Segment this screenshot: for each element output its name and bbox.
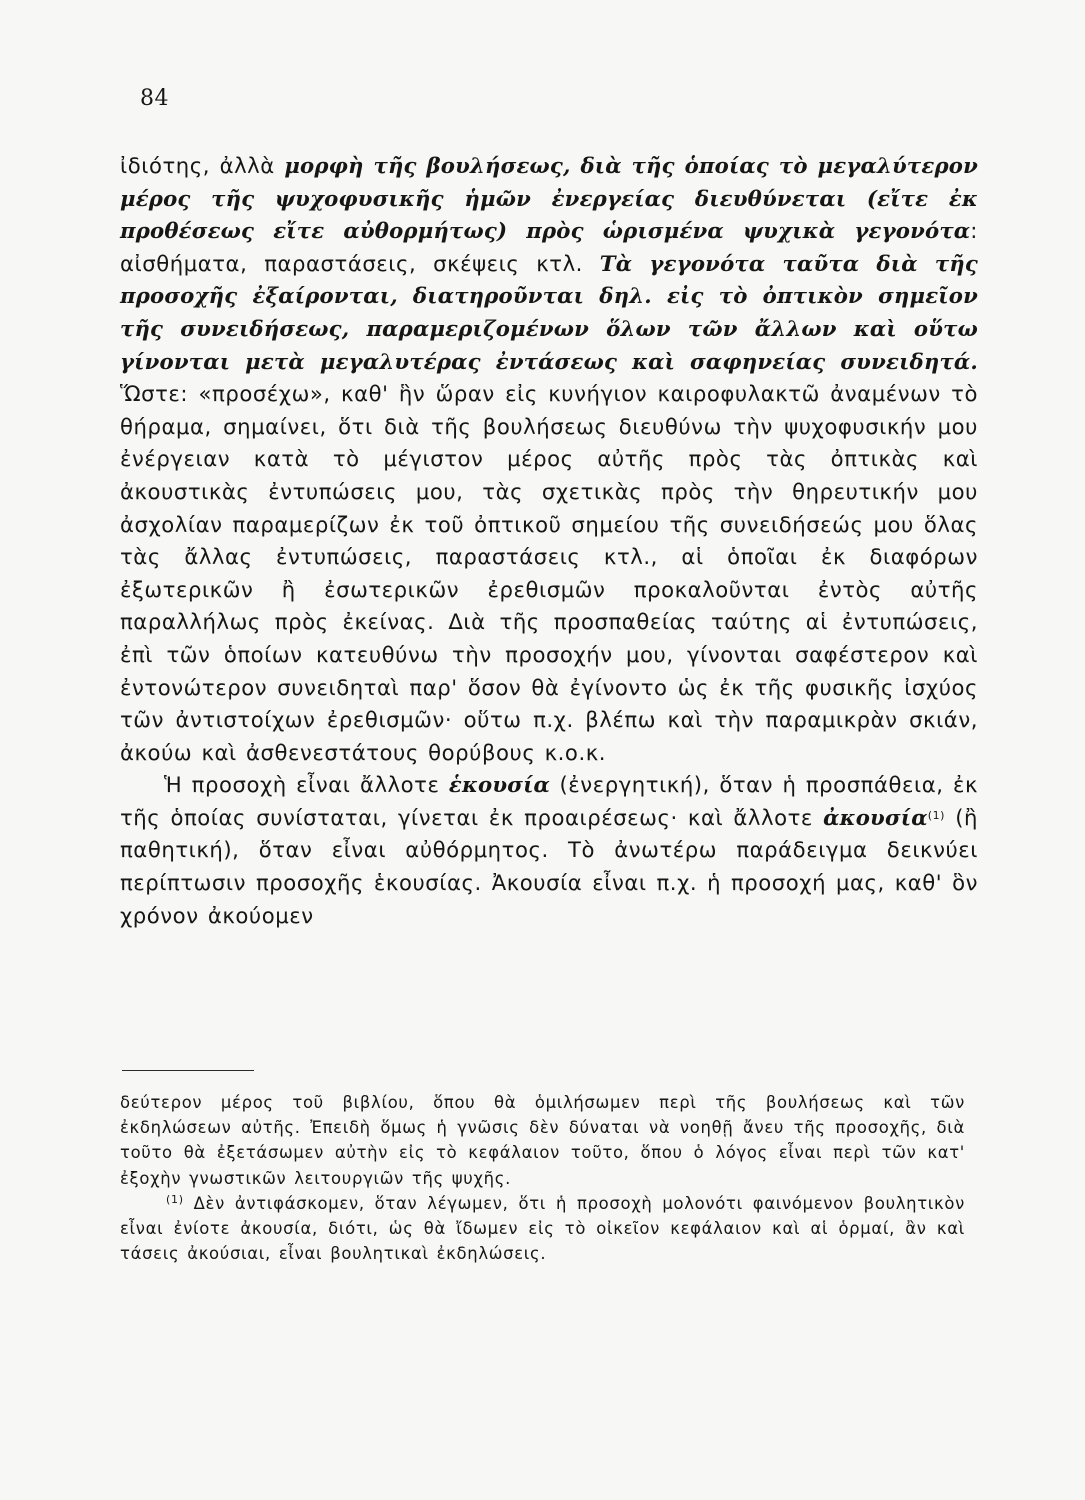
text-run: (ἢ παθητική), ὅταν εἶναι αὐθόρμητος. Τὸ ἀνωτέρω παράδειγμα δεικνύει περίπτωσιν προσοχῆς ἑκουσίας. Ἀκουσία εἶναι π.χ. ἡ προσοχή μας, καθ' ὃν χρόνον ἀκούομεν [120,804,978,928]
footnote-continuation: δεύτερον μέρος τοῦ βιβλίου, ὅπου θὰ ὁμιλήσωμεν περὶ τῆς βουλήσεως καὶ τῶν ἐκδηλώσεων αὐτῆς. Ἐπειδὴ ὅμως ἡ γνῶσις δὲν δύναται νὰ νοηθῇ ἄνευ τῆς προσοχῆς, διὰ τοῦτο θὰ ἐξετάσωμεν αὐτὴν εἰς τὸ κεφάλαιον τοῦτο, ὅπου ὁ λόγος εἶναι περὶ τῶν κατ' ἐξοχὴν γνωστικῶν λειτουργιῶν τῆς ψυχῆς. [120,1093,965,1188]
text-run: (ἐνεργητική), ὅταν ἡ προσπάθεια, ἐκ τῆς ὁποίας συνίσταται, γίνεται ἐκ προαιρέσεως· καὶ ἄλλοτε [120,772,978,830]
emphasis-explanation: Τὰ γεγονότα ταῦτα διὰ τῆς προσοχῆς ἐξαίρονται, διατηροῦνται δηλ. εἰς τὸ ὀπτικὸν σημεῖον τῆς συνειδήσεως, παραμεριζομένων ὅλων τῶν ἄλλων καὶ οὕτω γίνονται μετὰ μεγαλυτέρας ἐντάσεως καὶ σαφηνείας συνειδητά. [120,250,979,374]
text-run: Ἡ προσοχὴ εἶναι ἄλλοτε [164,772,449,798]
paragraph-voluntary-attention [120,769,978,932]
paragraph-attention-definition [120,150,978,769]
emphasis-definition: μορφὴ τῆς βουλήσεως, διὰ τῆς ὁποίας τὸ μεγαλύτερον μέρος τῆς ψυχοφυσικῆς ἡμῶν ἐνεργείας διευθύνεται (εἴτε ἐκ προθέσεως εἴτε αὐθορμήτως) πρὸς ὡρισμένα ψυχικὰ γεγονότα [120,153,978,244]
body-text [120,150,978,932]
footnote-1-text: Δὲν ἀντιφάσκομεν, ὅταν λέγωμεν, ὅτι ἡ προσοχὴ μολονότι φαινόμενον βουλητικὸν εἶναι ἐνίοτε ἀκουσία, διότι, ὡς θὰ ἴδωμεν εἰς τὸ οἰκεῖον κεφάλαιον καὶ αἱ ὁρμαί, ἂν καὶ τάσεις ἀκούσιαι, εἶναι βουλητικαὶ ἐκδηλώσεις. [120,1193,965,1264]
footnote-1-marker: (1) [166,1192,184,1206]
text-run: : αἰσθήματα, παραστάσεις, σκέψεις κτλ. [120,218,978,276]
footnotes [120,1090,965,1266]
text-run: ἰδιότης, ἀλλὰ [120,153,285,178]
page-number: 84 [140,86,169,111]
footnote-reference: (1) [927,808,945,822]
text-run: Ὥστε: «προσέχω», καθ' ἣν ὥραν εἰς κυνήγιον καιροφυλακτῶ ἀναμένων τὸ θήραμα, σημαίνει, ὅτι διὰ τῆς βουλήσεως διευθύνω τὴν ψυχοφυσικήν μου ἐνέργειαν κατὰ τὸ μέγιστον μέρος αὐτῆς πρὸς τὰς ὀπτικὰς καὶ ἀκουστικὰς ἐντυπώσεις μου, τὰς σχετικὰς πρὸς τὴν θηρευτικήν μου ἀσχολίαν παραμερίζων ἐκ τοῦ ὀπτικοῦ σημείου τῆς συνειδήσεώς μου ὅλας τὰς ἄλλας ἐντυπώσεις, παραστάσεις κτλ., αἱ ὁποῖαι ἐκ διαφόρων ἐξωτερικῶν ἢ ἐσωτερικῶν ἐρεθισμῶν προκαλοῦνται ἐντὸς αὐτῆς παραλλήλως πρὸς ἐκείνας. Διὰ τῆς προσπαθείας ταύτης αἱ ἐντυπώσεις, ἐπὶ τῶν ὁποίων κατευθύνω τὴν προσοχήν μου, γίνονται σαφέστερον καὶ ἐντονώτερον συνειδηταὶ παρ' ὅσον θὰ ἐγίνοντο ὡς ἐκ τῆς φυσικῆς ἰσχύος τῶν ἀντιστοίχων ἐρεθισμῶν· οὕτω π.χ. βλέπω καὶ τὴν παραμικρὰν σκιάν, ἀκούω καὶ ἀσθενεστάτους θορύβους κ.ο.κ. [120,381,978,765]
emphasis-voluntary: ἑκουσία [448,772,551,798]
footnote-1 [120,1191,965,1267]
emphasis-involuntary: ἀκουσία [823,804,928,830]
footnote-divider [122,1070,254,1071]
